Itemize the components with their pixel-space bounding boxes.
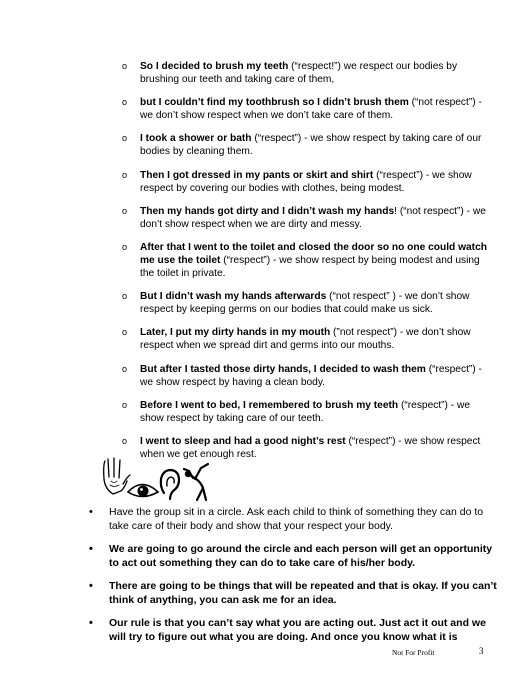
list-item bbox=[122, 241, 492, 280]
list-item bbox=[122, 169, 492, 195]
item-text: (“respect”) - we show respect by being modest and using the toilet in private. bbox=[140, 254, 480, 279]
item-text: (“not respect”) - we don’t show respect when we don’t take care of them. bbox=[140, 97, 482, 122]
ear-icon bbox=[161, 470, 179, 499]
bullet-marker: • bbox=[89, 506, 93, 518]
hand-icon bbox=[104, 458, 130, 494]
bullet-marker: • bbox=[89, 617, 93, 629]
list-item bbox=[122, 363, 492, 389]
item-bold-text: I went to sleep and had a good night’s rest bbox=[140, 435, 346, 447]
item-bold-text: Later, I put my dirty hands in my mouth bbox=[140, 327, 331, 339]
list-item bbox=[122, 132, 492, 158]
item-bold-text: Then my hands got dirty and I didn’t wash my hands bbox=[140, 205, 395, 217]
list-item bbox=[88, 506, 498, 533]
eye-icon bbox=[128, 485, 158, 497]
bullet-marker: • bbox=[89, 580, 93, 592]
item-text: (“respect!”) we respect our bodies by brushing our teeth and taking care of them, bbox=[140, 61, 458, 85]
item-text: (“respect”) - we show respect by taking care of our bodies by cleaning them. bbox=[140, 133, 482, 158]
list-item bbox=[122, 96, 492, 122]
item-bold-text: But after I tasted those dirty hands, I decided to wash them bbox=[140, 363, 426, 375]
item-bold-text: So I decided to brush my teeth bbox=[140, 61, 289, 72]
footer-label: Not For Profit bbox=[392, 648, 435, 657]
stretching-figure-icon bbox=[184, 464, 208, 500]
list-item bbox=[122, 326, 492, 352]
item-text: Our rule is that you can’t say what you are acting out. Just act it out and we will try to figure out what you are doing. And once you know what it is bbox=[109, 617, 486, 643]
list-item bbox=[88, 617, 498, 644]
item-text: There are going to be things that will be repeated and that is okay. If you can’t think of anything, you can ask me for an idea. bbox=[109, 580, 497, 606]
list-item bbox=[88, 580, 498, 607]
bullet-marker: • bbox=[89, 543, 93, 555]
list-marker: o bbox=[122, 97, 128, 108]
list-marker: o bbox=[122, 291, 128, 302]
item-text: (”not respect”) - we don’t show respect when we spread dirt and germs into our mouths. bbox=[140, 327, 471, 352]
instruction-list bbox=[88, 506, 498, 654]
list-marker: o bbox=[122, 205, 128, 216]
list-item bbox=[122, 205, 492, 231]
page-number: 3 bbox=[479, 646, 484, 656]
list-marker: o bbox=[122, 399, 128, 410]
body-symbols bbox=[100, 457, 220, 502]
item-text: ! (“not respect”) - we don’t show respect when we are dirty and messy. bbox=[140, 205, 486, 230]
item-text: (“respect”) - we show respect by covering our bodies with clothes, being modest. bbox=[140, 169, 472, 194]
activity-sub-list bbox=[122, 60, 492, 471]
list-marker: o bbox=[122, 241, 128, 252]
list-marker: o bbox=[122, 169, 128, 180]
list-item bbox=[122, 60, 492, 86]
item-bold-text: Then I got dressed in my pants or skirt and shirt bbox=[140, 169, 374, 181]
item-text: (“respect”) - we show respect when we get enough rest. bbox=[140, 435, 481, 460]
item-bold-text: But I didn’t wash my hands afterwards bbox=[140, 291, 327, 303]
list-item bbox=[88, 543, 498, 570]
item-text: We are going to go around the circle and each person will get an opportunity to act out something they can do to take care of his/her body. bbox=[109, 543, 493, 569]
item-text: (“respect”) - we show respect by taking care of our teeth. bbox=[140, 399, 471, 424]
item-bold-text: I took a shower or bath bbox=[140, 133, 252, 145]
item-text: Have the group sit in a circle. Ask each child to think of something they can do to take care of their body and show that your respect your body. bbox=[109, 506, 484, 532]
item-bold-text: After that I went to the toilet and closed the door so no one could watch me use the toilet bbox=[140, 241, 487, 266]
list-marker: o bbox=[122, 363, 128, 374]
list-item bbox=[122, 399, 492, 425]
item-text: (“respect”) - we show respect by having a clean body. bbox=[140, 363, 482, 388]
list-marker: o bbox=[122, 133, 128, 144]
list-marker: o bbox=[122, 327, 128, 338]
list-marker: o bbox=[122, 435, 128, 446]
item-bold-text: but I couldn’t find my toothbrush so I didn’t brush them bbox=[140, 97, 409, 109]
item-text: (“not respect” ) - we don’t show respect by keeping germs on our bodies that could make us sick. bbox=[140, 291, 470, 316]
list-marker: o bbox=[122, 61, 128, 71]
list-item bbox=[122, 290, 492, 316]
item-bold-text: Before I went to bed, I remembered to brush my teeth bbox=[140, 399, 399, 411]
